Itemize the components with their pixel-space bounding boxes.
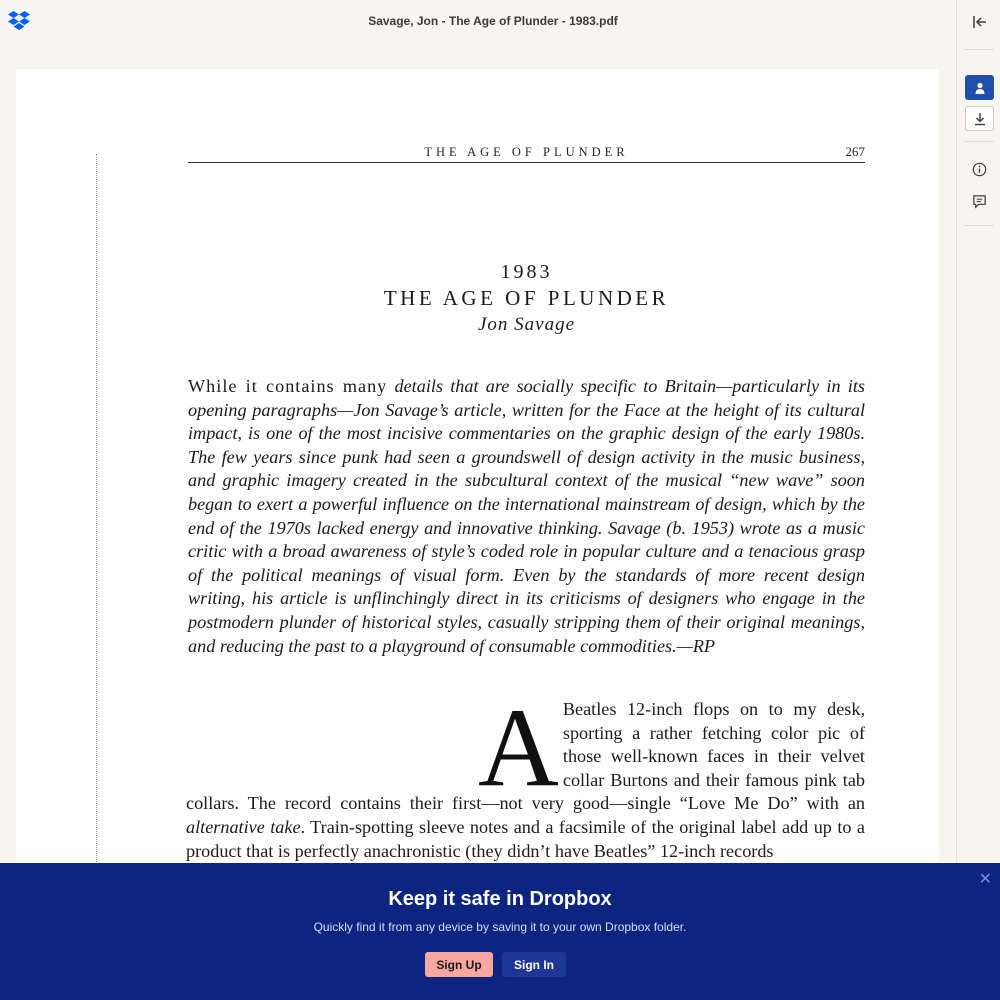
save-to-dropbox-banner [0,863,1000,1000]
article-year: 1983 [500,261,553,283]
right-rail [956,0,1000,1000]
page-number: 267 [845,144,865,159]
running-title: THE AGE OF PLUNDER [424,145,629,159]
banner-title: Keep it safe in Dropbox [388,888,612,910]
document-viewer[interactable] [0,44,956,1000]
body-emphasis: alternative take [186,816,301,837]
sign-in-button[interactable]: Sign In [502,952,566,977]
scan-margin-line [96,154,97,874]
download-button[interactable] [965,106,994,131]
body-text-2: . Train-spotting sleeve notes and a facsimile of the original label add up to a product that is perfectly anachronistic (they didn’t have Beatles” 12-inch records [186,816,865,861]
comments-button[interactable] [965,189,994,214]
rail-divider [964,225,994,226]
banner-subtitle: Quickly find it from any device by saving it to your own Dropbox folder. [313,920,687,934]
article-author: Jon Savage [477,314,576,335]
close-icon[interactable]: ✕ [978,871,992,888]
article-title-block [188,259,865,339]
top-bar [0,0,956,44]
document-title: Savage, Jon - The Age of Plunder - 1983.pdf [368,14,618,28]
collapse-panel-button[interactable] [965,9,994,34]
drop-cap: A [478,686,559,810]
download-icon [973,112,987,126]
rail-divider [964,49,994,50]
body-text-1: Beatles 12-inch flops on to my desk, sporting a rather fetching color pic of those well-known faces in their velvet collar Burtons and their famous pink tab collars. The record contains their first—not very good—single “Love Me Do” with an [186,699,865,814]
running-header [188,141,865,163]
person-icon [974,82,986,94]
comment-icon [972,194,987,209]
article-title: THE AGE OF PLUNDER [383,286,670,310]
intro-lead: While it contains many [188,376,388,396]
info-icon [972,162,987,177]
info-button[interactable] [965,157,994,182]
collapse-panel-icon [972,14,988,30]
rail-divider [964,141,994,142]
pdf-page [16,69,939,1000]
intro-text: details that are socially specific to Britain—particularly in its opening paragraphs—Jon Savage’s article, written for the Face at the height of its cultural impact, is one of the most incisive commentaries on the graphic design of the early 1980s. The few years since punk had seen a groundswell of design activity in the music business, and graphic imagery created in the subcultural context of the musical “new wave” soon began to exert a powerful influence on the international mainstream of design, which by the end of the 1970s lacked energy and innovative thinking. Savage (b. 1953) wrote as a music critic with a broad awareness of style’s coded role in popular culture and a tenacious grasp of the political meanings of visual form. Even by the standards of more recent design writing, his article is unflinchingly direct in its criticisms of designers who engage in the postmodern plunder of historical styles, casually stripping them of their original meanings, and reducing the past to a playground of consumable commodities.—RP [188,376,865,656]
body-paragraph [186,686,865,863]
sign-up-button[interactable]: Sign Up [425,952,493,977]
intro-paragraph [188,375,865,658]
profile-button[interactable] [965,75,994,100]
